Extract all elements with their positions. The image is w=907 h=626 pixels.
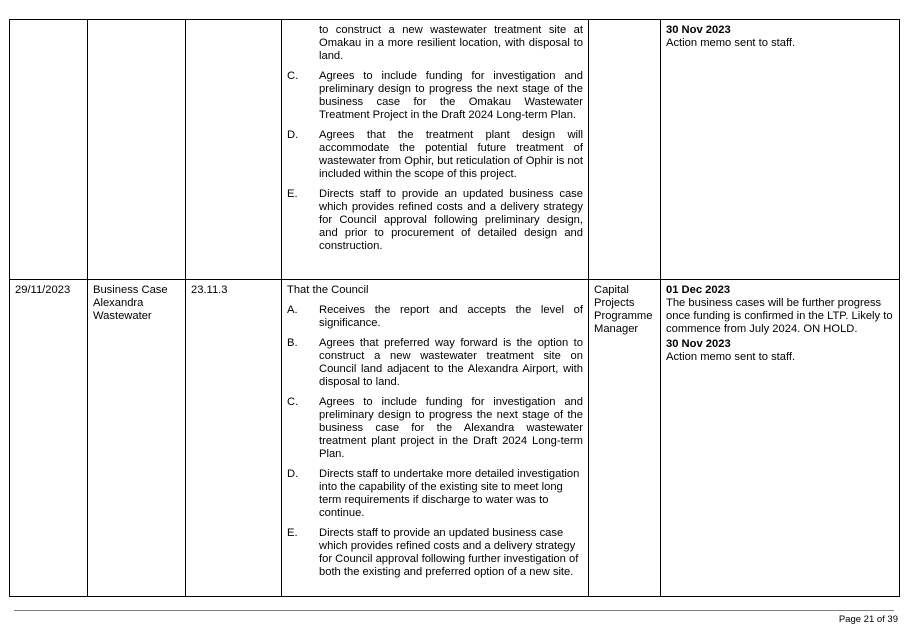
- resolution-text: Agrees that the treatment plant design will accommodate the potential future treatment of wastewater from Ophir, but reticulation of Ophir is not included within the scope of this project.: [319, 129, 583, 180]
- action-note: Action memo sent to staff.: [666, 37, 796, 49]
- reference-cell: 23.11.3: [186, 280, 282, 597]
- resolution-item: [287, 70, 583, 122]
- subject-cell: Business Case Alexandra Wastewater: [88, 280, 186, 597]
- action-note: Action memo sent to staff.: [666, 351, 796, 363]
- resolution-cell: [282, 20, 589, 280]
- footer-divider: [14, 610, 894, 611]
- date-cell: 29/11/2023: [10, 280, 88, 597]
- resolution-text: Agrees to include funding for investigation and preliminary design to progress the next stage of the business case for the Omakau Wastewater Treatment Project in the Draft 2024 Long-term Plan.: [319, 70, 583, 121]
- page-number: Page 21 of 39: [838, 614, 898, 625]
- date-cell: [10, 20, 88, 280]
- resolution-item: [287, 24, 583, 63]
- resolution-item: [287, 188, 583, 253]
- table-row: [10, 20, 900, 280]
- action-date: 30 Nov 2023: [666, 24, 731, 36]
- resolution-text: Directs staff to provide an updated business case which provides refined costs and a delivery strategy for Council approval following preliminary design, and prior to procurement of detailed design and construction.: [319, 188, 583, 252]
- resolution-item: [287, 337, 583, 389]
- resolution-text: Directs staff to provide an updated business case which provides refined costs and a delivery strategy for Council approval following further investigation of both the existing and preferred option of a new site.: [319, 527, 579, 578]
- resolution-text: Agrees to include funding for investigation and preliminary design to progress the next stage of the business case for the Alexandra wastewater treatment plant project in the Draft 2024 Long-term Plan.: [319, 396, 583, 460]
- resolution-item: [287, 396, 583, 461]
- action-cell: [661, 20, 900, 280]
- resolution-letter: D.: [287, 129, 299, 141]
- resolution-letter: D.: [287, 468, 299, 480]
- responsible-cell: [589, 20, 661, 280]
- action-date: 30 Nov 2023: [666, 338, 731, 350]
- resolution-letter: C.: [287, 70, 299, 82]
- action-note: The business cases will be further progress once funding is confirmed in the LTP. Likely to commence from July 2024. ON HOLD.: [666, 297, 893, 335]
- resolution-item: [287, 527, 583, 579]
- resolution-intro: That the Council: [287, 284, 369, 296]
- resolution-text: Receives the report and accepts the level of significance.: [319, 304, 583, 329]
- resolution-text: to construct a new wastewater treatment site at Omakau in a more resilient location, with disposal to land.: [319, 24, 583, 62]
- table-row: [10, 280, 900, 597]
- resolution-item: [287, 304, 583, 330]
- reference-cell: [186, 20, 282, 280]
- resolution-letter: B.: [287, 337, 298, 349]
- resolutions-table: [9, 19, 900, 597]
- resolution-text: Directs staff to undertake more detailed investigation into the capability of the existing site to meet long term requirements if discharge to water was to continue.: [319, 468, 580, 519]
- action-date: 01 Dec 2023: [666, 284, 731, 296]
- subject-cell: [88, 20, 186, 280]
- action-cell: [661, 280, 900, 597]
- resolution-item: [287, 129, 583, 181]
- resolution-letter: C.: [287, 396, 299, 408]
- resolution-letter: E.: [287, 188, 298, 200]
- resolution-item: [287, 468, 583, 520]
- resolution-cell: [282, 280, 589, 597]
- resolution-letter: [287, 24, 319, 63]
- resolution-letter: A.: [287, 304, 298, 316]
- responsible-cell: Capital Projects Programme Manager: [589, 280, 661, 597]
- resolution-letter: E.: [287, 527, 298, 539]
- resolution-text: Agrees that preferred way forward is the option to construct a new wastewater treatment site on Council land adjacent to the Alexandra Airport, with disposal to land.: [319, 337, 583, 388]
